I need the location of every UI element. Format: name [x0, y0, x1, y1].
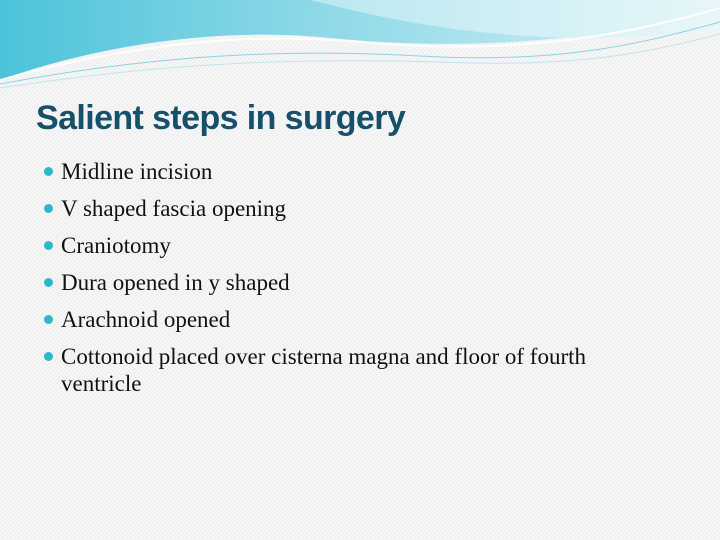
bullet-dot-icon — [44, 278, 53, 287]
bullet-text: Dura opened in y shaped — [61, 270, 290, 295]
bullet-dot-icon — [44, 352, 53, 361]
bullet-text: Cottonoid placed over cisterna magna and floor of fourth ventricle — [61, 344, 587, 396]
bullet-text: Craniotomy — [61, 233, 171, 258]
list-item — [44, 343, 664, 397]
list-item — [44, 232, 664, 259]
bullet-dot-icon — [44, 241, 53, 250]
bullet-dot-icon — [44, 315, 53, 324]
bullet-text: Arachnoid opened — [61, 307, 231, 332]
list-item — [44, 269, 664, 296]
slide-title: Salient steps in surgery — [36, 99, 406, 137]
header-wave-decoration — [0, 0, 720, 110]
list-item — [44, 158, 664, 185]
list-item — [44, 306, 664, 333]
bullet-text: Midline incision — [61, 159, 213, 184]
bullet-dot-icon — [44, 204, 53, 213]
bullet-text: V shaped fascia opening — [61, 196, 287, 221]
list-item — [44, 195, 664, 222]
bullet-dot-icon — [44, 167, 53, 176]
bullet-list — [44, 158, 664, 407]
